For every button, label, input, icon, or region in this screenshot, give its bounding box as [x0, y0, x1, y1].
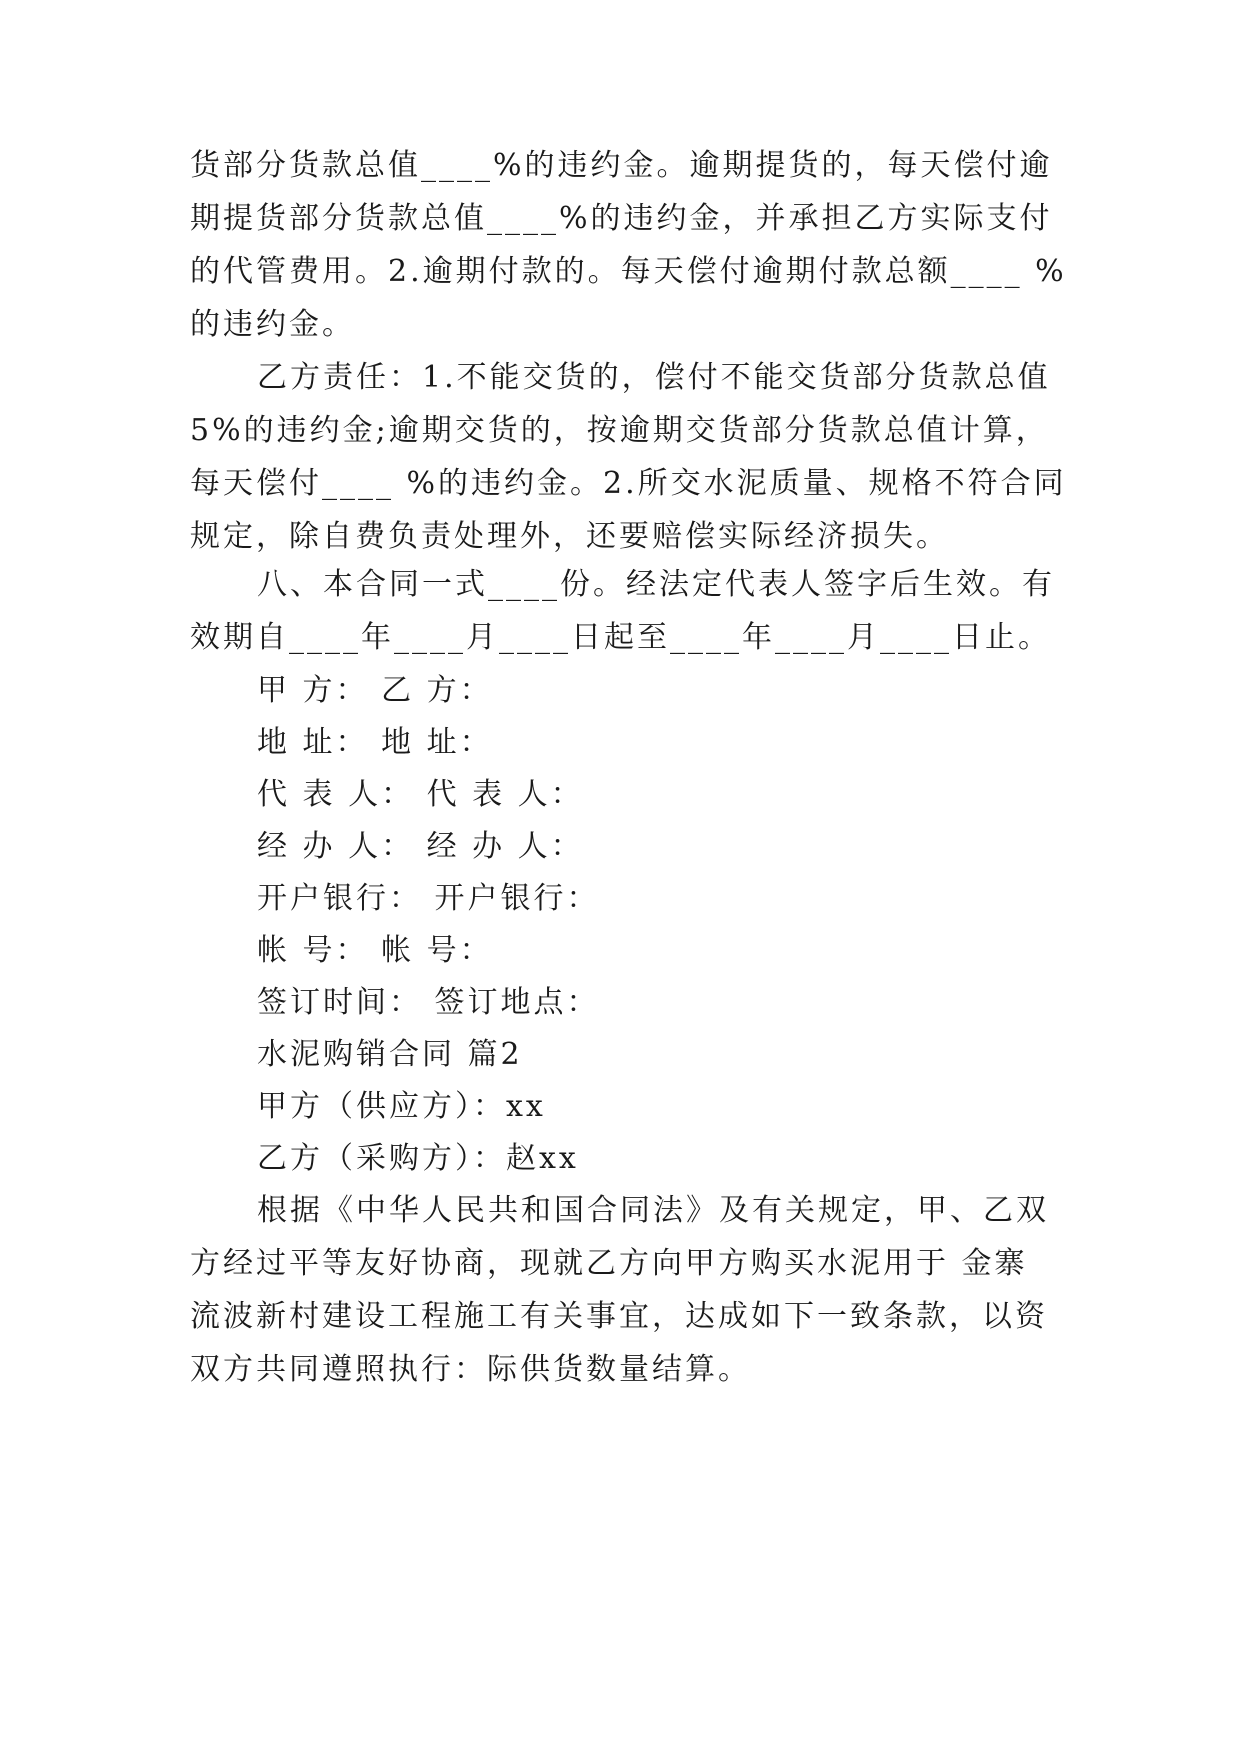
purchaser-line: 乙方（采购方）：赵xx — [257, 1141, 579, 1176]
section-title: 水泥购销合同 篇2 — [257, 1037, 523, 1072]
supplier-line: 甲方（供应方）：xx — [257, 1089, 546, 1124]
signature-party-line: 甲 方： 乙 方： — [257, 673, 493, 708]
signature-account-line: 帐 号： 帐 号： — [257, 933, 493, 968]
paragraph-party-b-responsibility: 乙方责任：1.不能交货的，偿付不能交货部分货款总值 — [257, 360, 1051, 395]
signature-time-place-line: 签订时间： 签订地点： — [257, 985, 600, 1020]
body-line-23: 流波新村建设工程施工有关事宜，达成如下一致条款，以资 — [190, 1299, 1048, 1334]
body-line-10: 效期自____年____月____日起至____年____月____日止。 — [190, 620, 1051, 655]
signature-address-line: 地 址： 地 址： — [257, 725, 493, 760]
body-line-1: 货部分货款总值____%的违约金。逾期提货的，每天偿付逾 — [190, 148, 1053, 183]
body-line-8: 规定，除自费负责处理外，还要赔偿实际经济损失。 — [190, 519, 949, 554]
paragraph-introduction: 根据《中华人民共和国合同法》及有关规定，甲、乙双 — [257, 1193, 1049, 1228]
signature-representative-line: 代 表 人： 代 表 人： — [257, 777, 584, 812]
body-line-24: 双方共同遵照执行：际供货数量结算。 — [190, 1352, 751, 1387]
body-line-2: 期提货部分货款总值____%的违约金，并承担乙方实际支付 — [190, 201, 1053, 236]
signature-bank-line: 开户银行： 开户银行： — [257, 881, 600, 916]
body-line-22: 方经过平等友好协商，现就乙方向甲方购买水泥用于 金寨 — [190, 1246, 1028, 1281]
body-line-3: 的代管费用。2.逾期付款的。每天偿付逾期付款总额____ % — [190, 254, 1067, 289]
body-line-7: 每天偿付____ %的违约金。2.所交水泥质量、规格不符合同 — [190, 466, 1067, 501]
signature-handler-line: 经 办 人： 经 办 人： — [257, 829, 584, 864]
paragraph-clause-8: 八、本合同一式____份。经法定代表人签字后生效。有 — [257, 567, 1055, 602]
body-line-4: 的违约金。 — [190, 307, 355, 342]
body-line-6: 5%的违约金;逾期交货的，按逾期交货部分货款总值计算， — [190, 413, 1049, 448]
